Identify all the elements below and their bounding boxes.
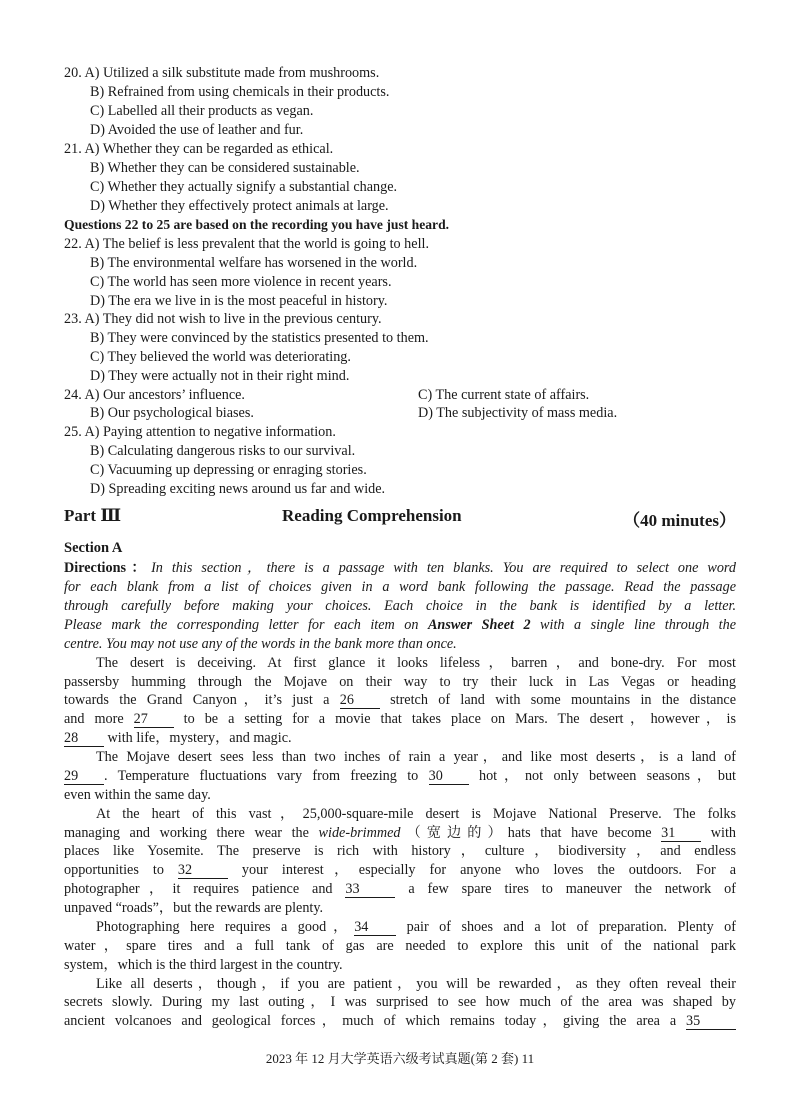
q22-option-d: D) The era we live in is the most peaceful in history. xyxy=(90,293,388,309)
text-segment: photographer，it requires patience and xyxy=(64,881,346,897)
directions-line-3: through carefully before making your choices. Each choice in the bank is identified by a letter. xyxy=(64,598,736,614)
passage-p3-line-5 xyxy=(64,880,736,899)
q21-option-b: B) Whether they can be considered sustainable. xyxy=(90,160,360,176)
blank-31: 31 xyxy=(661,826,701,842)
passage-p1-line-4 xyxy=(64,710,736,729)
q25-option-c: C) Vacuuming up depressing or enraging stories. xyxy=(90,462,367,478)
q20-option-a: 20. A) Utilized a silk substitute made from mushrooms. xyxy=(64,65,380,81)
directions-text-1: In this section，there is a passage with ten blanks. You are required to select one word xyxy=(151,560,737,576)
part-time: （40 minutes） xyxy=(623,511,736,530)
q23-option-a: 23. A) They did not wish to live in the previous century. xyxy=(64,311,382,327)
question-group-heading: Questions 22 to 25 are based on the recording you have just heard. xyxy=(64,217,450,232)
wide-brimmed-term: wide-brimmed xyxy=(318,825,401,841)
passage-p2-line-3: even within the same day. xyxy=(64,787,211,803)
text-segment: with xyxy=(701,825,736,841)
blank-26: 26 xyxy=(340,693,380,709)
part-title: Reading Comprehension xyxy=(282,506,462,525)
text-segment: （宽边的）hats that have become xyxy=(400,825,662,841)
passage-p4-line-1 xyxy=(96,918,736,937)
q25-option-b: B) Calculating dangerous risks to our survival. xyxy=(90,443,356,459)
q24-option-c: C) The current state of affairs. xyxy=(418,387,590,403)
passage-p2-line-2 xyxy=(64,767,736,786)
passage-p3-line-2 xyxy=(64,824,736,843)
text-segment: a few spare tires to maneuver the network of xyxy=(395,881,736,897)
passage-p4-line-2: water，spare tires and a full tank of gas are needed to explore this unit of the national park xyxy=(64,938,736,954)
part-label: Part Ⅲ xyxy=(64,506,122,525)
blank-29: 29 xyxy=(64,769,104,785)
q23-option-b: B) They were convinced by the statistics presented to them. xyxy=(90,330,429,346)
text-segment: with life，mystery，and magic. xyxy=(104,730,292,746)
q25-option-a: 25. A) Paying attention to negative information. xyxy=(64,424,336,440)
q24-option-a: 24. A) Our ancestors’ influence. xyxy=(64,387,245,403)
blank-32: 32 xyxy=(178,863,228,879)
q25-option-d: D) Spreading exciting news around us far and wide. xyxy=(90,481,386,497)
passage-p1-line-1: The desert is deceiving. At first glance it looks lifeless，barren，and bone-dry. For most xyxy=(96,655,736,671)
text-segment: pair of shoes and a lot of preparation. Plenty of xyxy=(396,919,736,935)
directions-line-2: for each blank from a list of choices given in a word bank following the passage. Read the passage xyxy=(64,579,736,595)
q20-option-b: B) Refrained from using chemicals in their products. xyxy=(90,84,390,100)
q24-option-d: D) The subjectivity of mass media. xyxy=(418,405,618,421)
directions-line-5: centre. You may not use any of the words in the bank more than once. xyxy=(64,636,457,652)
passage-p3-line-3: places like Yosemite. The preserve is rich with history，culture，biodiversity，and endless xyxy=(64,843,736,859)
passage-p1-line-3 xyxy=(64,691,736,710)
q21-option-c: C) Whether they actually signify a substantial change. xyxy=(90,179,398,195)
text-segment: hot，not only between seasons，but xyxy=(468,768,736,784)
blank-27: 27 xyxy=(134,712,174,728)
q22-option-c: C) The world has seen more violence in recent years. xyxy=(90,274,392,290)
q23-option-c: C) They believed the world was deteriorating. xyxy=(90,349,351,365)
q22-option-a: 22. A) The belief is less prevalent that the world is going to hell. xyxy=(64,236,429,252)
q22-option-b: B) The environmental welfare has worsened in the world. xyxy=(90,255,418,271)
directions-line-1 xyxy=(64,559,736,578)
text-segment: ancient volcanoes and geological forces，much of which remains today，giving the area a xyxy=(64,1013,686,1029)
directions-line-4 xyxy=(64,616,736,635)
passage-p3-line-1: At the heart of this vast，25,000-square-mile desert is Mojave National Preserve. The folks xyxy=(96,806,736,822)
passage-p5-line-2: secrets slowly. During my last outing，I was surprised to see how much of the area was shaped by xyxy=(64,994,736,1010)
passage-p5-line-1: Like all deserts，though，if you are patient，you will be rewarded，as they often reveal their xyxy=(96,976,736,992)
directions-text-4b: with a single line through the xyxy=(530,617,736,633)
passage-p3-line-4 xyxy=(64,861,736,880)
q24-option-b: B) Our psychological biases. xyxy=(90,405,254,421)
text-segment: stretch of land with some mountains in the distance xyxy=(379,692,737,708)
text-segment: and more xyxy=(64,711,134,727)
blank-30: 30 xyxy=(429,769,469,785)
passage-p1-line-5 xyxy=(64,729,736,748)
page-footer: 2023 年 12 月大学英语六级考试真题(第 2 套) 11 xyxy=(265,1051,535,1066)
answer-sheet-ref: Answer Sheet 2 xyxy=(427,617,531,633)
part-heading xyxy=(64,506,736,530)
passage-p1-line-2: passersby humming through the Mojave on their way to try their luck in Las Vegas or heading xyxy=(64,674,736,690)
q20-option-d: D) Avoided the use of leather and fur. xyxy=(90,122,304,138)
directions-text-4a: Please mark the corresponding letter for each item on xyxy=(64,617,428,633)
q21-option-d: D) Whether they effectively protect animals at large. xyxy=(90,198,389,214)
passage-p3-line-6: unpaved “roads”，but the rewards are plenty. xyxy=(64,900,324,916)
q21-option-a: 21. A) Whether they can be regarded as ethical. xyxy=(64,141,334,157)
text-segment: Photographing here requires a good， xyxy=(96,919,355,935)
passage-p5-line-3 xyxy=(64,1012,736,1031)
directions-label: Directions： xyxy=(64,560,152,576)
blank-34: 34 xyxy=(354,920,396,936)
passage-p2-line-1: The Mojave desert sees less than two inches of rain a year，and like most deserts，is a land of xyxy=(96,749,736,765)
q23-option-d: D) They were actually not in their right mind. xyxy=(90,368,350,384)
text-segment: managing and working there wear the xyxy=(64,825,319,841)
blank-33: 33 xyxy=(345,882,395,898)
text-segment: opportunities to xyxy=(64,862,178,878)
text-segment: your interest，especially for anyone who loves the outdoors. For a xyxy=(227,862,736,878)
text-segment: towards the Grand Canyon，it’s just a xyxy=(64,692,340,708)
blank-28: 28 xyxy=(64,731,104,747)
section-heading: Section A xyxy=(64,540,123,556)
passage-p4-line-3: system，which is the third largest in the country. xyxy=(64,957,343,973)
text-segment: to be a setting for a movie that takes place on Mars. The desert，however，is xyxy=(173,711,736,727)
blank-35: 35 xyxy=(686,1014,736,1030)
text-segment: . Temperature fluctuations vary from freezing to xyxy=(104,768,429,784)
q20-option-c: C) Labelled all their products as vegan. xyxy=(90,103,314,119)
